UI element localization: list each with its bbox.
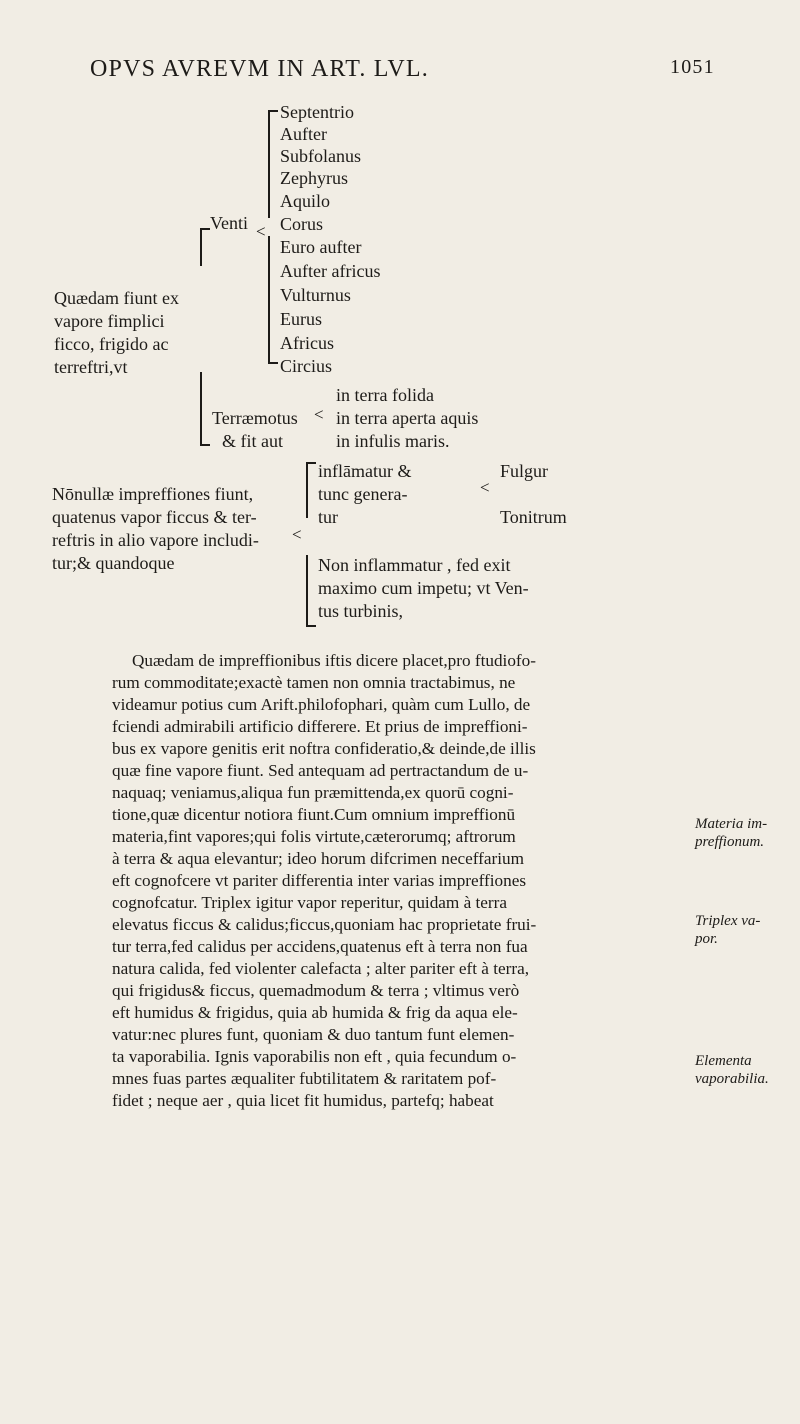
- body-line: fidet ; neque aer , quia licet fit humidus, partefq; habeat: [112, 1091, 494, 1110]
- body-line: elevatus ficcus & calidus;ficcus,quoniam hac proprietate frui-: [112, 915, 537, 934]
- body-line: Quædam de impreffionibus iftis dicere placet,pro ftudiofo-: [132, 651, 536, 670]
- body-line: cognofcatur. Triplex igitur vapor reperitur, quidam à terra: [112, 893, 507, 912]
- page-number: 1051: [670, 56, 715, 78]
- left-brace-lower: [200, 372, 202, 446]
- left-line: ficco, frigido ac: [54, 334, 169, 354]
- inflammatur-line: tunc genera-: [318, 484, 408, 504]
- inflammatur-item: Tonitrum: [500, 507, 567, 527]
- running-title: OPVS AVREVM IN ART. LVL.: [90, 56, 429, 82]
- body-line: mnes fuas partes æqualiter fubtilitatem & raritatem pof-: [112, 1069, 497, 1088]
- non-inflammatur-line: tus turbinis,: [318, 601, 404, 621]
- winds-label: Venti: [210, 213, 248, 233]
- running-header: [90, 56, 730, 83]
- margin-note-triplex: [695, 912, 760, 948]
- nonullae-line: tur;& quandoque: [52, 553, 175, 573]
- non-inflammatur-line: maximo cum impetu; vt Ven-: [318, 578, 529, 598]
- margin-line: por.: [695, 931, 718, 947]
- inflammatur-line: inflāmatur &: [318, 461, 412, 481]
- body-line: vatur:nec plures funt, quoniam & duo tantum funt elemen-: [112, 1025, 515, 1044]
- wind-item: Eurus: [280, 309, 322, 329]
- body-line: bus ex vapore genitis erit noftra confideratio,& deinde,de illis: [112, 739, 536, 758]
- body-paragraph: [112, 650, 712, 1112]
- winds-brace-lower: [268, 236, 270, 364]
- wind-item: Corus: [280, 214, 324, 234]
- inflammatur-line: tur: [318, 507, 338, 527]
- wind-item: Circius: [280, 356, 332, 376]
- terraemotus-label-2: & fit aut: [222, 431, 283, 451]
- inflammatur-brace: [306, 462, 308, 518]
- body-line: fciendi admirabili artificio differere. Et prius de impreffioni-: [112, 717, 528, 736]
- winds-brace-upper: [268, 110, 270, 218]
- wind-item: Aquilo: [280, 191, 331, 211]
- body-line: quæ fine vapore fiunt. Sed antequam ad pertractandum de u-: [112, 761, 529, 780]
- terraemotus-label: Terræmotus: [212, 408, 298, 428]
- margin-note-elementa: [695, 1052, 769, 1088]
- terraemotus-item: in infulis maris.: [336, 431, 450, 451]
- non-inflammatur-line: Non inflammatur , fed exit: [318, 555, 511, 575]
- wind-item: Africus: [280, 333, 334, 353]
- nonullae-line: quatenus vapor ficcus & ter-: [52, 507, 257, 527]
- wind-item: Aufter: [280, 124, 327, 144]
- left-line: Quædam fiunt ex: [54, 288, 179, 308]
- body-line: eft cognofcere vt pariter differentia inter varias impreffiones: [112, 871, 527, 890]
- margin-line: Triplex va-: [695, 913, 761, 929]
- terraemotus-item: in terra aperta aquis: [336, 408, 479, 428]
- body-line: naquaq; veniamus,aliqua fun præmittenda,ex quorū cogni-: [112, 783, 514, 802]
- wind-item: Euro aufter: [280, 237, 362, 257]
- wind-item: Subfolanus: [280, 146, 361, 166]
- body-line: materia,fint vapores;qui folis virtute,cæterorumq; aftrorum: [112, 827, 516, 846]
- wind-item: Aufter africus: [280, 261, 381, 281]
- body-line: à terra & aqua elevantur; ideo horum difcrimen neceffarium: [112, 849, 524, 868]
- nonullae-line: Nōnullæ impreffiones fiunt,: [52, 484, 254, 504]
- wind-item: Septentrio: [280, 102, 354, 122]
- body-line: rum commoditate;exactè tamen non omnia tractabimus, ne: [112, 673, 516, 692]
- body-line: ta vaporabilia. Ignis vaporabilis non eft , quia fecundum o-: [112, 1047, 517, 1066]
- page: OPVS AVREVM IN ART. LVL. 1051 < Septentrio Aufter Subfolanus Zephyrus Aquilo Corus Euro aufter Aufter africus Vulturnus Eurus Africus Circius Venti Quædam fiunt ex vapore fimplici ficco, frigido ac terreftri,vt Terræmotus & fit aut < in terra folida in terra aperta aquis in infulis maris. Nōnullæ impreffiones fiunt, quatenus vapor ficcus & ter- reftris in alio vapore includi- tur;& quandoque inflāmatur & tunc genera- tur < Fulgur Tonitrum < Non inflammatur , fed exit maximo cum impetu; vt Ven- tus turbinis, Quædam de impreffionibus iftis dicere placet,pro ftudiofo- rum commoditate;exactè tamen non omnia tractabimus, ne videamur potius cum Arift.philofophari, quàm cum Lullo, de fciendi admirabili artificio differere. Et prius de impreffioni- bus ex vapore genitis erit noftra confideratio,& deinde,de illis quæ fine vapore fiunt. Sed antequam ad pertractandum de u- naquaq; veniamus,aliqua fun præmittenda,ex quorū cogni- tione,quæ dicentur notiora fiunt.Cum omnium impreffionū materia,fint vapores;qui folis virtute,cæterorumq; aftrorum à terra & aqua elevantur; ideo horum difcrimen neceffarium eft cognofcere vt pariter differentia inter varias impreffiones cognofcatur. Triplex igitur vapor reperitur, quidam à terra elevatus ficcus & calidus;ficcus,quoniam hac proprietate frui- tur terra,fed calidus per accidens,quatenus eft à terra non fua natura calida, fed violenter calefacta ; alter pariter eft à terra, qui frigidus& ficcus, quemadmodum & terra ; vltimus verò eft humidus & frigidus, quia ab humida & frig da aqua ele- vatur:nec plures funt, quoniam & duo tantum funt elemen- ta vaporabilia. Ignis vaporabilis non eft , quia fecundum o- mnes fuas partes æqualiter fubtilitatem & raritatem pof- fidet ; neque aer , quia licet fit humidus, partefq; habeat Materia im- preffionum. Triplex va- por. Elementa vaporabilia.: [52, 56, 769, 1110]
- wind-item: Vulturnus: [280, 285, 351, 305]
- body-line: eft humidus & frigidus, quia ab humida & frig da aqua ele-: [112, 1003, 518, 1022]
- body-line: natura calida, fed violenter calefacta ; alter pariter eft à terra,: [112, 959, 530, 978]
- inflammatur-item: Fulgur: [500, 461, 549, 481]
- body-line: videamur potius cum Arift.philofophari, quàm cum Lullo, de: [112, 695, 531, 714]
- wind-item: Zephyrus: [280, 168, 348, 188]
- margin-note-materia: [695, 815, 767, 851]
- margin-line: Materia im-: [695, 816, 768, 832]
- margin-line: preffionum.: [695, 834, 765, 850]
- non-inflammatur-brace: [306, 555, 308, 627]
- margin-line: Elementa: [695, 1053, 752, 1069]
- body-line: tione,quæ dicentur notiora fiunt.Cum omnium impreffionū: [112, 805, 516, 824]
- terraemotus-item: in terra folida: [336, 385, 434, 405]
- body-line: tur terra,fed calidus per accidens,quatenus eft à terra non fua: [112, 937, 528, 956]
- margin-line: vaporabilia.: [695, 1071, 769, 1087]
- nonullae-line: reftris in alio vapore includi-: [52, 530, 259, 550]
- left-brace-upper: [200, 228, 202, 266]
- left-line: terreftri,vt: [54, 357, 128, 377]
- left-line: vapore fimplici: [54, 311, 165, 331]
- body-line: qui frigidus& ficcus, quemadmodum & terra ; vltimus verò: [112, 981, 520, 1000]
